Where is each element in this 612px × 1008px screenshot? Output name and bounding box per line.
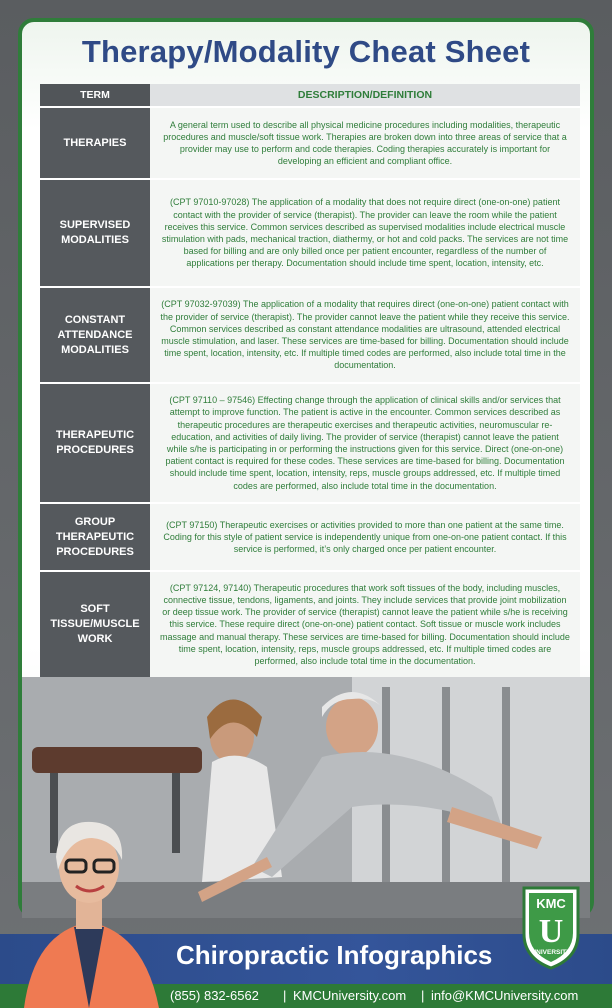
term-cell: SUPERVISED MODALITIES <box>40 179 150 287</box>
terms-table <box>40 84 580 677</box>
term-column-header: TERM <box>40 84 150 107</box>
kmc-university-logo <box>520 884 582 970</box>
banner-title: Chiropractic Infographics <box>176 940 493 970</box>
presenter-portrait <box>14 812 164 1008</box>
table-header-row <box>40 84 580 107</box>
term-cell: GROUP THERAPEUTIC PROCEDURES <box>40 503 150 571</box>
table-row <box>40 287 580 383</box>
table-row <box>40 571 580 677</box>
separator: | <box>283 988 287 1003</box>
table-row <box>40 179 580 287</box>
description-cell: (CPT 97124, 97140) Therapeutic procedures that work soft tissues of the body, including muscles, connective tissue, tendons, ligaments, and joints. They include services that provide joint mobilization or deep tissue work. The provider of service (therapist) cannot leave the patient while s/he is receiving this service. These require direct (one-on-one) patient contact. Soft tissue or muscle work includes massage and manual therapy. These services are time-based for billing. Documentation should include time spent, location, intensity, reps, muscle groups addressed, etc. If multiple timed codes are performed, also include total time in the documentation. <box>150 571 580 677</box>
description-cell: (CPT 97110 – 97546) Effecting change through the application of clinical skills and/or services that attempt to improve function. The patient is active in the encounter. Common services described as therapeutic procedures are therapeutic exercises and therapeutic activities, neuromuscular re-education, and activities of daily living. The provider of service (therapist) cannot leave the patient while s/he is participating in or performing the instructions given for this service. Direct (one-on-one) patient contact is required for these codes. These services are time-based for billing. Documentation should include time spent, location, intensity, reps, muscle groups addressed, etc. If multiple timed codes are performed, also include total time in the documentation. <box>150 383 580 503</box>
logo-university-text: UNIVERSITY <box>531 949 571 956</box>
description-cell: A general term used to describe all physical medicine procedures including modalities, therapeutic procedures and muscle/soft tissue work. Therapies are broken down into three areas of service that a provider may use to perform and code therapies. Coding therapies accurately is important for developing an efficient and compliant office. <box>150 107 580 179</box>
term-cell: THERAPIES <box>40 107 150 179</box>
separator: | <box>421 988 425 1003</box>
website-link[interactable]: KMCUniversity.com <box>293 988 407 1003</box>
logo-u-letter: U <box>538 913 564 950</box>
table-row <box>40 503 580 571</box>
phone-number: (855) 832-6562 <box>170 988 259 1003</box>
description-column-header: DESCRIPTION/DEFINITION <box>150 84 580 107</box>
term-cell: THERAPEUTIC PROCEDURES <box>40 383 150 503</box>
description-cell: (CPT 97150) Therapeutic exercises or activities provided to more than one patient at the same time. Coding for this style of patient service is independently unique from one-on-one patient contact. If this service is performed, it’s only charged once per patient encounter. <box>150 503 580 571</box>
table-row <box>40 383 580 503</box>
description-cell: (CPT 97010-97028) The application of a modality that does not require direct (one-on-one) patient contact with the provider of service (therapist). The provider can leave the room while the patient receives this service. Common services described as supervised modalities include electrical muscle stimulation with pads, mechanical traction, diathermy, or hot and cold packs. The services are not time based for billing and are only billed once per patient encounter, regardless of the number of applications per therapy. Documentation should include time spent, location, intensity, etc. <box>150 179 580 287</box>
term-cell: SOFT TISSUE/MUSCLE WORK <box>40 571 150 677</box>
description-cell: (CPT 97032-97039) The application of a modality that requires direct (one-on-one) patient contact with the provider of service (therapist). The provider cannot leave the patient while they receive this service. Common services described as constant attendance modalities are ultrasound, attended electrical muscle stimulation, and laser. These services are time-based for billing. Documentation should include time spent, location, intensity, etc. If multiple timed codes are performed, also include total time in the documentation. <box>150 287 580 383</box>
email-link[interactable]: info@KMCUniversity.com <box>431 988 579 1003</box>
logo-kmc-text: KMC <box>536 896 566 911</box>
page-title: Therapy/Modality Cheat Sheet <box>81 34 531 69</box>
term-cell: CONSTANT ATTENDANCE MODALITIES <box>40 287 150 383</box>
table-row <box>40 107 580 179</box>
